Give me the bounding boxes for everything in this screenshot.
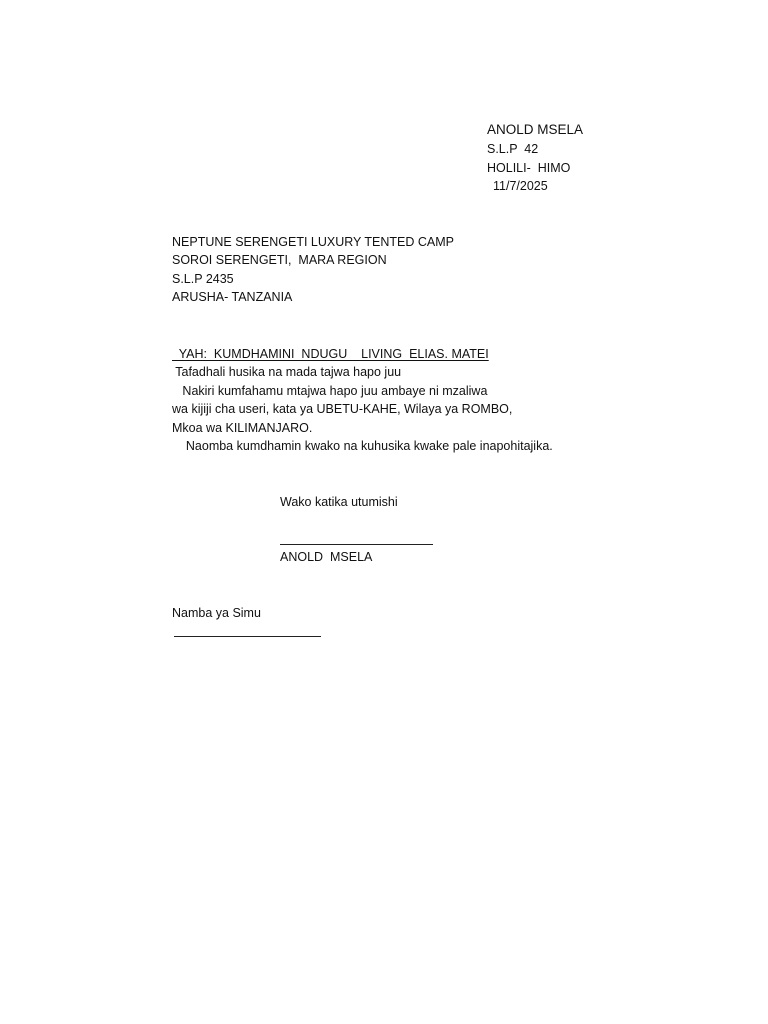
body-line-3: wa kijiji cha useri, kata ya UBETU-KAHE, Wilaya ya ROMBO, xyxy=(172,402,513,416)
phone-label: Namba ya Simu xyxy=(172,606,261,620)
signature-line xyxy=(280,544,433,545)
subject-line: YAH: KUMDHAMINI NDUGU LIVING ELIAS. MATEI xyxy=(172,347,489,361)
recipient-line-3: S.L.P 2435 xyxy=(172,272,234,286)
sender-po-box: S.L.P 42 xyxy=(487,142,539,156)
closing-salutation: Wako katika utumishi xyxy=(280,495,398,509)
recipient-line-4: ARUSHA- TANZANIA xyxy=(172,290,293,304)
sender-name: ANOLD MSELA xyxy=(487,122,584,137)
body-line-1: Tafadhali husika na mada tajwa hapo juu xyxy=(172,365,402,379)
body-line-4: Mkoa wa KILIMANJARO. xyxy=(172,421,313,435)
body-line-5: Naomba kumdhamin kwako na kuhusika kwake pale inapohitajika. xyxy=(172,439,553,453)
body-line-2: Nakiri kumfahamu mtajwa hapo juu ambaye ni mzaliwa xyxy=(172,384,488,398)
signer-name: ANOLD MSELA xyxy=(280,550,373,564)
phone-blank-line xyxy=(174,636,321,637)
recipient-line-2: SOROI SERENGETI, MARA REGION xyxy=(172,253,387,267)
sender-location: HOLILI- HIMO xyxy=(487,161,571,175)
letter-date: 11/7/2025 xyxy=(493,179,548,193)
recipient-line-1: NEPTUNE SERENGETI LUXURY TENTED CAMP xyxy=(172,235,455,249)
